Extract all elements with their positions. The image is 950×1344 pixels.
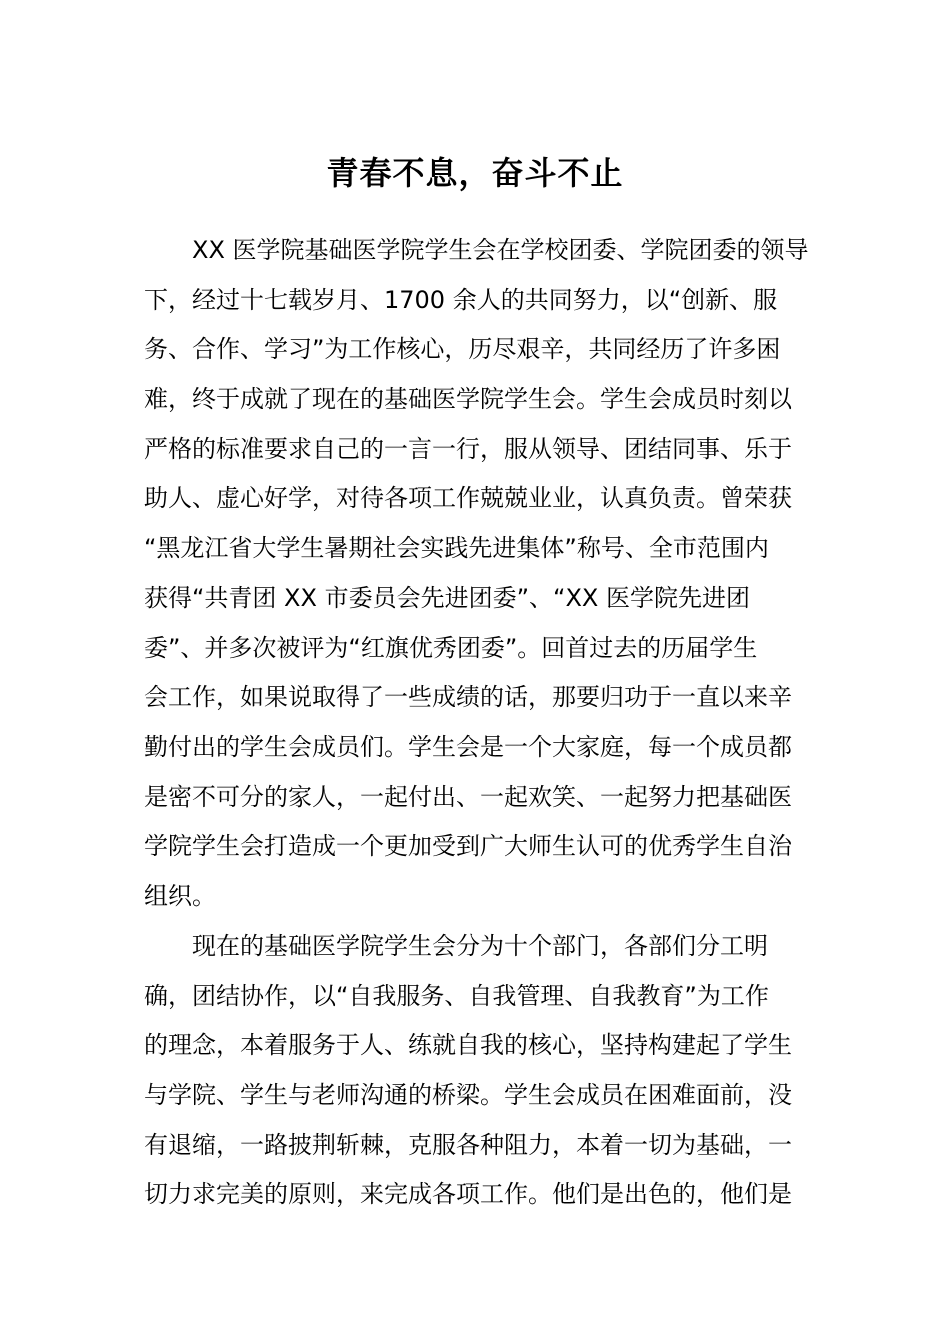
- paragraph-line: 会工作，如果说取得了一些成绩的话，那要归功于一直以来辛: [144, 683, 792, 712]
- paragraph-line: 勤付出的学生会成员们。学生会是一个大家庭，每一个成员都: [144, 732, 792, 761]
- paragraph-line: XX 医学院基础医学院学生会在学校团委、学院团委的领导: [192, 236, 809, 264]
- paragraph-line: 助人、虚心好学，对待各项工作兢兢业业，认真负责。曾荣获: [144, 484, 792, 513]
- paragraph-line: 是密不可分的家人，一起付出、一起欢笑、一起努力把基础医: [144, 782, 792, 811]
- paragraph-1: [144, 226, 809, 922]
- paragraph-line: 有退缩，一路披荆斩棘，克服各种阻力，本着一切为基础，一: [144, 1130, 792, 1159]
- paragraph-line: 现在的基础医学院学生会分为十个部门，各部们分工明: [192, 932, 768, 960]
- document-title: 青春不息，奋斗不止: [326, 154, 624, 193]
- paragraph-line: 组织。: [144, 881, 216, 910]
- paragraph-line: 难，终于成就了现在的基础医学院学生会。学生会成员时刻以: [144, 385, 792, 414]
- paragraph-line: 委”、并多次被评为“红旗优秀团委”。回首过去的历届学生: [144, 633, 758, 662]
- paragraph-line: “黑龙江省大学生暑期社会实践先进集体”称号、全市范围内: [144, 534, 769, 563]
- paragraph-line: 严格的标准要求自己的一言一行，服从领导、团结同事、乐于: [144, 434, 792, 463]
- paragraph-2: [144, 922, 804, 1220]
- paragraph-line: 学院学生会打造成一个更加受到广大师生认可的优秀学生自治: [144, 832, 792, 861]
- paragraph-line: 的理念，本着服务于人、练就自我的核心，坚持构建起了学生: [144, 1031, 792, 1060]
- paragraph-line: 与学院、学生与老师沟通的桥梁。学生会成员在困难面前，没: [144, 1081, 792, 1110]
- paragraph-line: 确，团结协作，以“自我服务、自我管理、自我教育”为工作: [144, 981, 769, 1010]
- paragraph-line: 务、合作、学习”为工作核心，历尽艰辛，共同经历了许多困: [144, 335, 781, 364]
- paragraph-line: 切力求完美的原则，来完成各项工作。他们是出色的，他们是: [144, 1180, 792, 1209]
- paragraph-line: 获得“共青团 XX 市委员会先进团委”、“XX 医学院先进团: [144, 583, 750, 612]
- paragraph-line: 下，经过十七载岁月、1700 余人的共同努力，以“创新、服: [144, 285, 778, 314]
